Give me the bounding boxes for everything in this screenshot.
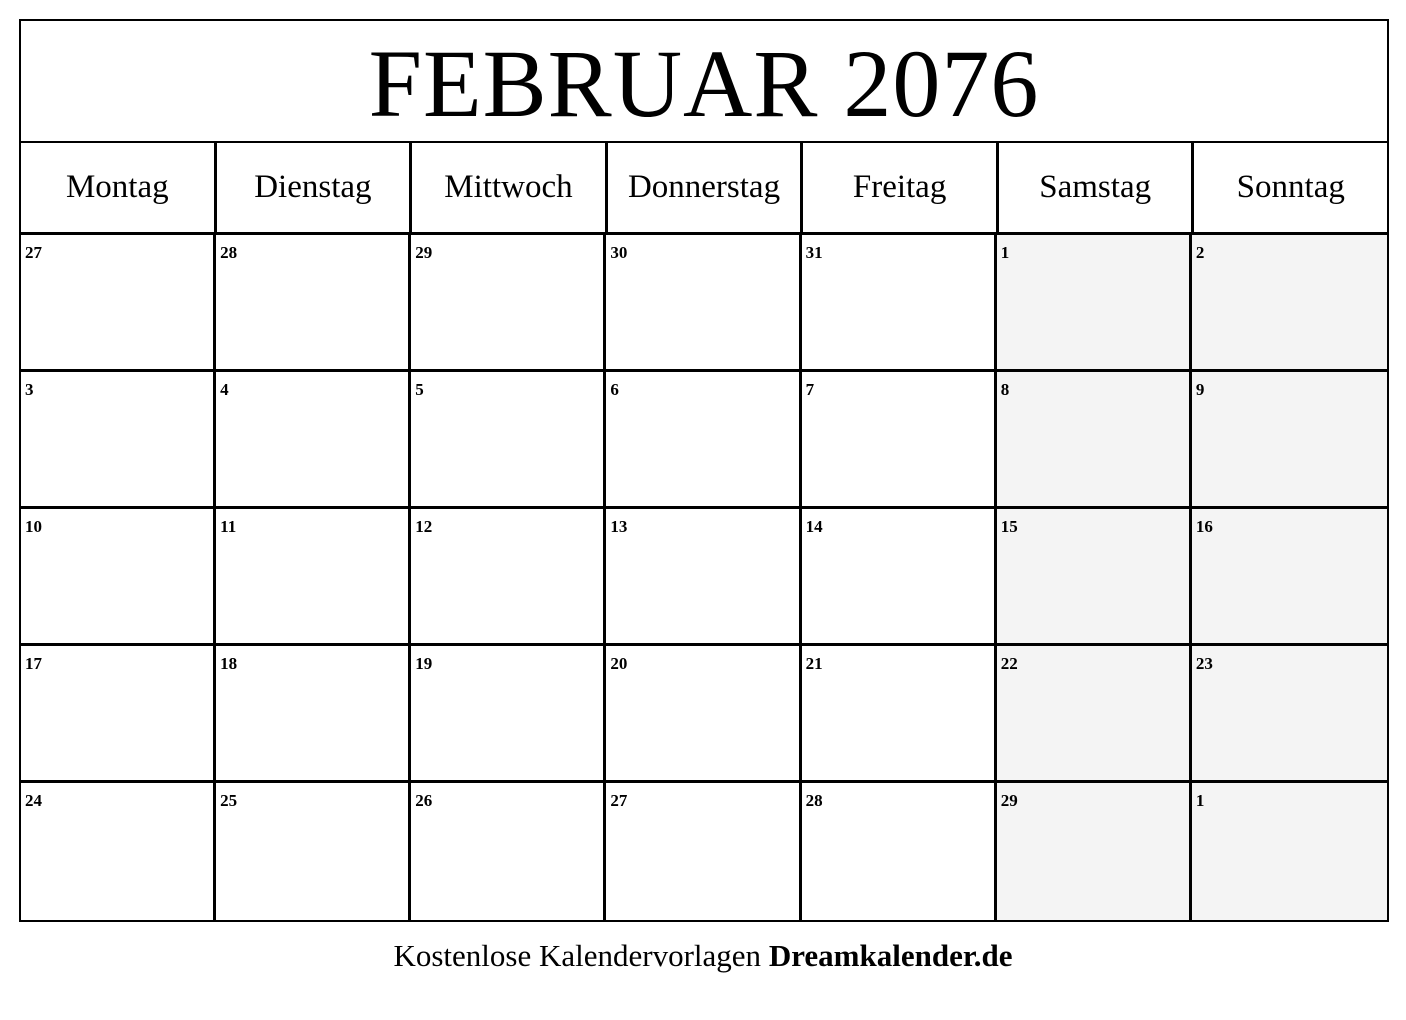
calendar-title: FEBRUAR 2076 xyxy=(368,30,1040,137)
day-cell xyxy=(21,235,216,372)
day-number: 29 xyxy=(1000,791,1018,810)
day-cell xyxy=(997,372,1192,509)
calendar xyxy=(19,19,1389,922)
day-number: 11 xyxy=(220,517,237,536)
day-cell xyxy=(606,372,801,509)
day-cell xyxy=(1192,509,1387,646)
day-number: 8 xyxy=(1000,380,1010,399)
day-number: 25 xyxy=(220,791,238,810)
day-number: 27 xyxy=(610,791,628,810)
day-cell xyxy=(1192,646,1387,783)
day-number: 1 xyxy=(1000,243,1010,262)
footer-brand-link[interactable]: Dreamkalender.de xyxy=(768,938,1013,973)
day-number: 5 xyxy=(415,380,424,399)
day-number: 9 xyxy=(1195,380,1205,399)
weekday-monday: Montag xyxy=(21,143,217,232)
day-number: 28 xyxy=(220,243,238,262)
day-cell xyxy=(216,783,411,920)
day-cell xyxy=(411,235,606,372)
day-cell xyxy=(21,509,216,646)
day-cell xyxy=(216,646,411,783)
day-number: 14 xyxy=(805,517,823,536)
footer-text: Kostenlose Kalendervorlagen xyxy=(393,938,769,973)
day-cell xyxy=(21,372,216,509)
day-number: 6 xyxy=(610,380,619,399)
day-number: 7 xyxy=(805,380,815,399)
day-cell xyxy=(997,646,1192,783)
day-cell xyxy=(802,235,997,372)
title-bar xyxy=(21,21,1387,143)
day-cell xyxy=(411,783,606,920)
weekday-tuesday: Dienstag xyxy=(217,143,413,232)
day-number: 21 xyxy=(805,654,823,673)
day-number: 1 xyxy=(1195,791,1205,810)
day-cell xyxy=(411,509,606,646)
day-number: 17 xyxy=(25,654,42,673)
day-number: 18 xyxy=(220,654,238,673)
weekday-friday: Freitag xyxy=(803,143,999,232)
day-cell xyxy=(997,783,1192,920)
day-cell xyxy=(802,509,997,646)
footer xyxy=(0,938,1406,974)
day-number: 31 xyxy=(805,243,823,262)
day-cell xyxy=(802,646,997,783)
day-number: 20 xyxy=(610,654,628,673)
weekday-sunday: Sonntag xyxy=(1236,169,1345,205)
day-number: 15 xyxy=(1000,517,1018,536)
day-cell xyxy=(411,646,606,783)
day-number: 13 xyxy=(610,517,628,536)
day-cell xyxy=(997,235,1192,372)
weekday-wednesday: Mittwoch xyxy=(412,143,608,232)
day-cell xyxy=(802,783,997,920)
day-cell xyxy=(606,783,801,920)
day-cell xyxy=(802,372,997,509)
day-cell xyxy=(606,235,801,372)
day-cell xyxy=(1192,783,1387,920)
day-number: 23 xyxy=(1195,654,1213,673)
day-number: 29 xyxy=(415,243,433,262)
day-number: 16 xyxy=(1195,517,1213,536)
day-number: 10 xyxy=(25,517,42,536)
day-cell xyxy=(21,646,216,783)
day-number: 26 xyxy=(415,791,433,810)
day-cell xyxy=(997,509,1192,646)
day-number: 19 xyxy=(415,654,433,673)
day-number: 3 xyxy=(25,380,34,399)
day-cell xyxy=(1192,235,1387,372)
day-number: 24 xyxy=(25,791,42,810)
day-number: 30 xyxy=(610,243,628,262)
day-cell xyxy=(216,509,411,646)
day-cell xyxy=(606,646,801,783)
day-number: 27 xyxy=(25,243,42,262)
day-number: 2 xyxy=(1195,243,1205,262)
day-number: 22 xyxy=(1000,654,1018,673)
day-cell xyxy=(411,372,606,509)
day-cell xyxy=(21,783,216,920)
day-cell xyxy=(1192,372,1387,509)
weekday-thursday: Donnerstag xyxy=(608,143,804,232)
weekday-saturday: Samstag xyxy=(999,143,1195,232)
day-number: 12 xyxy=(415,517,433,536)
day-number: 4 xyxy=(220,380,229,399)
day-grid xyxy=(21,235,1387,920)
day-cell xyxy=(216,235,411,372)
day-cell xyxy=(606,509,801,646)
day-cell xyxy=(216,372,411,509)
weekday-header-row xyxy=(21,143,1387,235)
day-number: 28 xyxy=(805,791,823,810)
